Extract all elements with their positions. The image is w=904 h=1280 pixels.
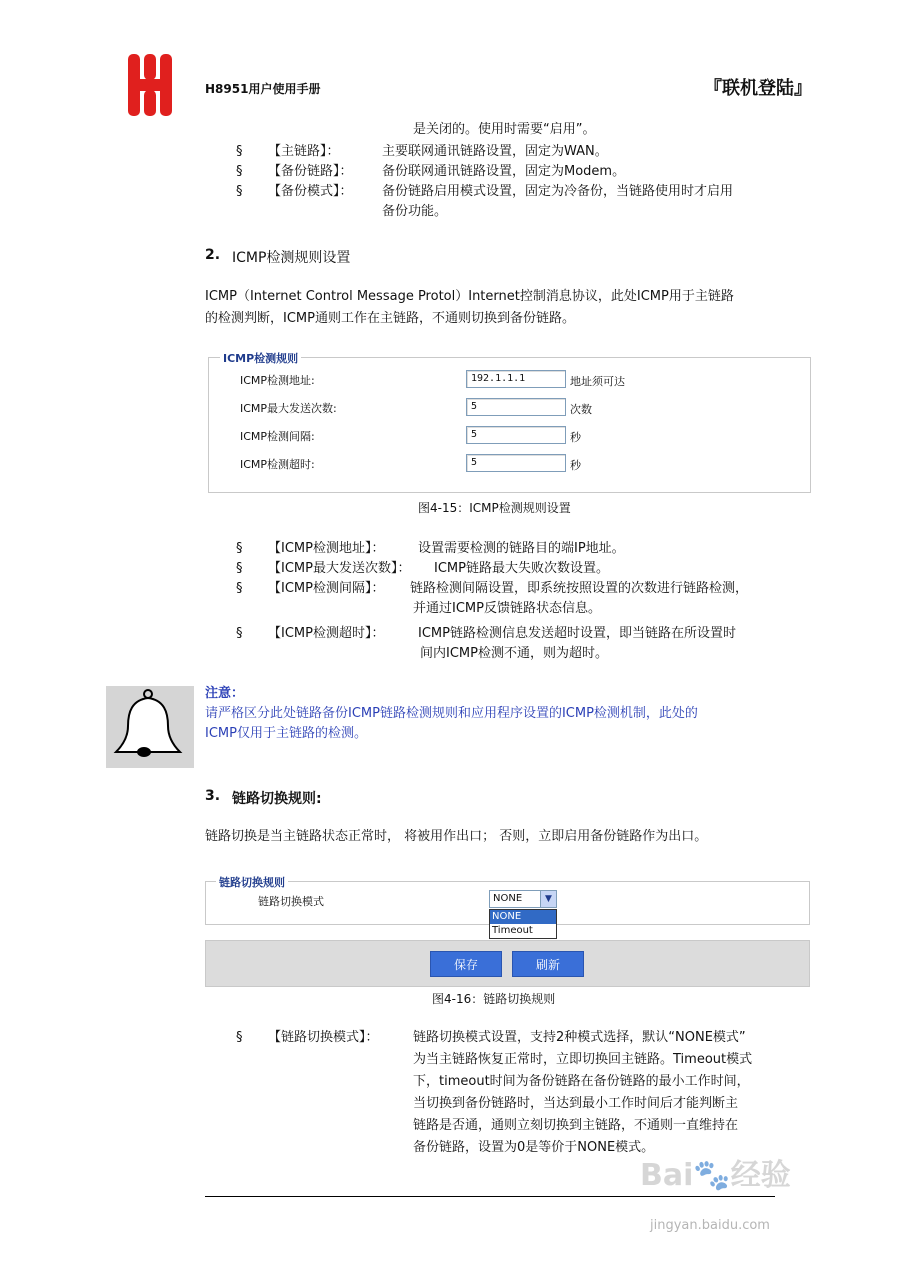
icmp-address-label: ICMP检测地址: xyxy=(240,374,315,387)
icmp-address-input[interactable]: 192.1.1.1 xyxy=(466,370,566,388)
bullet-key: 【ICMP检测超时】： xyxy=(268,626,385,641)
icmp-interval-unit: 秒 xyxy=(570,431,581,444)
section-paragraph-line: 的检测判断，ICMP通则工作在主链路，不通则切换到备份链路。 xyxy=(205,311,575,326)
icmp-interval-label: ICMP检测间隔: xyxy=(240,430,315,443)
section-title: ICMP检测规则设置 xyxy=(232,250,351,266)
section-title: 链路切换规则: xyxy=(232,791,322,807)
icmp-timeout-unit: 秒 xyxy=(570,459,581,472)
bullet-symbol: § xyxy=(236,581,243,596)
footer-rule xyxy=(205,1196,775,1197)
bullet-text: ICMP链路检测信息发送超时设置，即当链路在所设置时 xyxy=(418,626,736,641)
bullet-line: 当切换到备份链路时，当达到最小工作时间后才能判断主 xyxy=(413,1096,739,1111)
bullet-key: 【链路切换模式】： xyxy=(268,1030,379,1045)
watermark-brand: Bai🐾经验 xyxy=(640,1158,791,1193)
icmp-max-send-unit: 次数 xyxy=(570,403,592,416)
note-line: 请严格区分此处链路备份ICMP链路检测规则和应用程序设置的ICMP检测机制，此处的 xyxy=(205,706,698,721)
bullet-line: 链路是否通，通则立刻切换到主链路，不通则一直维持在 xyxy=(413,1118,739,1133)
bullet-symbol: § xyxy=(236,1030,243,1045)
watermark-url: jingyan.baidu.com xyxy=(650,1218,770,1233)
bullet-text: 链路检测间隔设置，即系统按照设置的次数进行链路检测， xyxy=(410,581,749,596)
note-title: 注意： xyxy=(205,686,245,701)
bullet-text: 备份链路启用模式设置，固定为冷备份，当链路使用时才启用 xyxy=(382,184,734,199)
switch-mode-dropdown xyxy=(489,909,557,939)
company-logo xyxy=(126,52,174,118)
bullet-line: 下，timeout时间为备份链路在备份链路的最小工作时间， xyxy=(413,1074,750,1089)
bullet-line: 链路切换模式设置，支持2种模式选择，默认“NONE模式” xyxy=(413,1030,746,1045)
icmp-timeout-label: ICMP检测超时: xyxy=(240,458,315,471)
icmp-interval-input[interactable]: 5 xyxy=(466,426,566,444)
switch-mode-select[interactable] xyxy=(489,890,557,908)
switch-rule-legend: 链路切换规则 xyxy=(216,874,288,890)
bullet-key: 【ICMP最大发送次数】： xyxy=(268,561,411,576)
switch-mode-label: 链路切换模式 xyxy=(258,895,324,908)
section-number: 3. xyxy=(205,788,221,804)
bullet-line: 为当主链路恢复正常时，立即切换回主链路。Timeout模式 xyxy=(413,1052,753,1067)
bullet-continuation: 备份功能。 xyxy=(382,204,448,219)
document-title: H8951用户使用手册 xyxy=(205,82,321,96)
bullet-continuation: 并通过ICMP反馈链路状态信息。 xyxy=(413,601,601,616)
bullet-symbol: § xyxy=(236,541,243,556)
dropdown-option-timeout[interactable]: Timeout xyxy=(492,925,533,936)
chapter-title: 『联机登陆』 xyxy=(704,78,812,99)
bullet-symbol: § xyxy=(236,144,243,159)
section-paragraph-line: ICMP（Internet Control Message Protol）Internet控制消息协议，此处ICMP用于主链路 xyxy=(205,289,734,304)
section-paragraph: 链路切换是当主链路状态正常时， 将被用作出口； 否则，立即启用备份链路作为出口。 xyxy=(205,829,708,844)
section-number: 2. xyxy=(205,247,221,263)
bullet-key: 【备份模式】： xyxy=(268,184,353,199)
icmp-max-send-input[interactable]: 5 xyxy=(466,398,566,416)
icmp-max-send-label: ICMP最大发送次数: xyxy=(240,402,337,415)
save-button[interactable]: 保存 xyxy=(430,951,502,977)
bullet-text: 主要联网通讯链路设置，固定为WAN。 xyxy=(382,144,608,159)
refresh-button[interactable]: 刷新 xyxy=(512,951,584,977)
bullet-line: 备份链路，设置为0是等价于NONE模式。 xyxy=(413,1140,655,1155)
chevron-down-icon[interactable]: ▼ xyxy=(540,891,556,907)
dropdown-option-none[interactable]: NONE xyxy=(490,910,556,924)
bullet-symbol: § xyxy=(236,561,243,576)
bullet-symbol: § xyxy=(236,164,243,179)
bullet-key: 【备份链路】： xyxy=(268,164,353,179)
switch-mode-selected-value: NONE xyxy=(493,893,523,904)
figure-caption: 图4-15：ICMP检测规则设置 xyxy=(418,501,571,515)
figure-caption: 图4-16：链路切换规则 xyxy=(432,992,556,1006)
bullet-symbol: § xyxy=(236,184,243,199)
bullet-continuation: 间内ICMP检测不通，则为超时。 xyxy=(420,646,608,661)
bullet-key: 【ICMP检测间隔】： xyxy=(268,581,385,596)
bullet-symbol: § xyxy=(236,626,243,641)
bullet-key: 【主链路】： xyxy=(268,144,340,159)
bullet-key: 【ICMP检测地址】： xyxy=(268,541,385,556)
button-bar xyxy=(205,940,810,987)
intro-continuation: 是关闭的。使用时需要“启用”。 xyxy=(413,122,596,137)
icmp-timeout-input[interactable]: 5 xyxy=(466,454,566,472)
icmp-address-hint: 地址须可达 xyxy=(570,375,625,388)
bullet-text: ICMP链路最大失败次数设置。 xyxy=(434,561,609,576)
note-bell-icon xyxy=(106,686,194,768)
icmp-rule-legend: ICMP检测规则 xyxy=(220,350,301,366)
note-line: ICMP仅用于主链路的检测。 xyxy=(205,726,367,741)
bullet-text: 备份联网通讯链路设置，固定为Modem。 xyxy=(382,164,626,179)
bullet-text: 设置需要检测的链路目的端IP地址。 xyxy=(418,541,625,556)
